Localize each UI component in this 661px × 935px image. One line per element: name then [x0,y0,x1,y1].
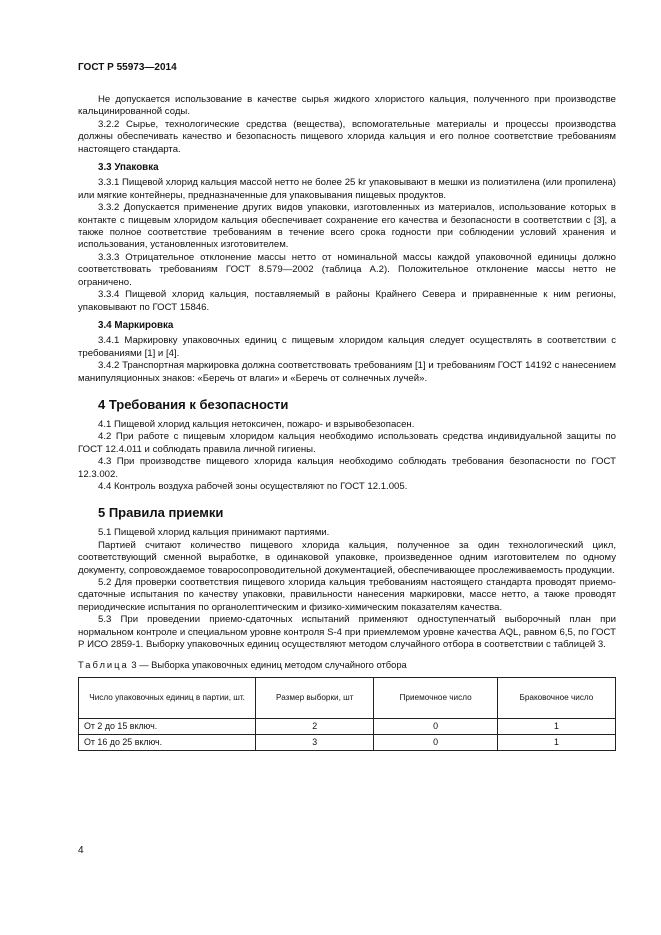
paragraph: 3.3.2 Допускается применение других видов упаковки, изготовленных из материалов, использование которых в контакте с пищевым хлоридом кальция обеспечивает сохранение его качества и безопасности в соответствии с [3], а также полное соответствие требованиям в течение всего срока годности при соблюдении условий хранения и использования, установленных изготовителем. [78,202,616,251]
paragraph: 4.4 Контроль воздуха рабочей зоны осуществляют по ГОСТ 12.1.005. [98,480,408,492]
table-header-row [79,677,616,718]
table-header-cell: Браковочное число [497,677,615,718]
sample-table [78,677,616,751]
document-body [78,94,616,751]
document-code: ГОСТ Р 55973—2014 [78,62,177,73]
table-cell: 0 [374,718,498,734]
paragraph: 4.3 При производстве пищевого хлорида кальция необходимо соблюдать требования безопасности по ГОСТ 12.3.002. [78,456,616,480]
table-cell: 1 [497,734,615,750]
paragraph: 3.3.3 Отрицательное отклонение массы нетто от номинальной массы каждой упаковочной единицы должно соответствовать требованиям ГОСТ 8.579—2002 (таблица А.2). Положительное отклонение массы нетто не ограничено. [78,251,616,288]
paragraph: 3.4.1 Маркировку упаковочных единиц с пищевым хлоридом кальция следует осуществлять в соответствии с требованиями [1] и [4]. [78,335,616,359]
page-number: 4 [78,845,84,856]
paragraph: 3.4.2 Транспортная маркировка должна соответствовать требованиям [1] и требованиям ГОСТ 14192 с нанесением манипуляционных знаков: «Беречь от влаги» и «Беречь от солнечных лучей». [78,360,616,384]
paragraph: 3.2.2 Сырье, технологические средства (вещества), вспомогательные материалы и процессы производства должны обеспечивать качество и безопасность пищевого хлорида кальция и его полное соответствие требованиям настоящего стандарта. [78,118,616,155]
table-header-cell: Приемочное число [374,677,498,718]
paragraph: 5.1 Пищевой хлорид кальция принимают партиями. [98,527,330,539]
paragraph: Не допускается использование в качестве сырья жидкого хлористого кальция, полученного при производстве кальцинированной соды. [78,94,616,118]
paragraph: Партией считают количество пищевого хлорида кальция, полученное за один технологический цикл, соответствующий сменной выработке, в одинаковой упаковке, произведенное одним изготовителем по одному документу, сопровождаемое товаросопроводительной документацией, обеспечивающее прослеживаемость продукции. [78,539,616,576]
paragraph: 4.1 Пищевой хлорид кальция нетоксичен, пожаро- и взрывобезопасен. [98,418,415,430]
subsection-heading: 3.3 Упаковка [98,162,159,174]
table-cell: 3 [256,734,374,750]
paragraph: 3.3.4 Пищевой хлорид кальция, поставляемый в районы Крайнего Севера и приравненные к ним регионы, упаковывают по ГОСТ 15846. [78,289,616,313]
table-cell: 0 [374,734,498,750]
table-caption-text: 3 — Выборка упаковочных единиц методом случайного отбора [128,659,407,671]
section-heading: 4 Требования к безопасности [98,396,289,412]
table-header-cell: Число упаковочных единиц в партии, шт. [79,677,256,718]
table-caption-word: Таблица [78,659,129,671]
table-cell: 2 [256,718,374,734]
section-heading: 5 Правила приемки [98,505,224,521]
table-row [79,718,616,734]
subsection-heading: 3.4 Маркировка [98,319,174,331]
paragraph: 5.3 При проведении приемо-сдаточных испытаний применяют одноступенчатый выборочный план при нормальном контроле и специальном уровне контроля S-4 при приемлемом уровне качества AQL, равном 6,5, по ГОСТ Р ИСО 2859-1. Выборку упаковочных единиц осуществляют методом случайного отбора в соответствии с таблицей 3. [78,614,616,651]
table-cell: От 2 до 15 включ. [79,718,256,734]
paragraph: 4.2 При работе с пищевым хлоридом кальция необходимо использовать средства индивидуальной защиты по ГОСТ 12.4.011 и соблюдать правила личной гигиены. [78,431,616,455]
paragraph: 3.3.1 Пищевой хлорид кальция массой нетто не более 25 kг упаковывают в мешки из полиэтилена (или пропилена) или мягкие контейнеры, предназначенные для упаковывания пищевых продуктов. [78,177,616,201]
table-caption [78,659,616,671]
table-row [79,734,616,750]
table-cell: От 16 до 25 включ. [79,734,256,750]
table-cell: 1 [497,718,615,734]
table-header-cell: Размер выборки, шт [256,677,374,718]
paragraph: 5.2 Для проверки соответствия пищевого хлорида кальция требованиям настоящего стандарта проводят приемо-сдаточные испытания по качеству упаковки, правильности нанесения маркировки, массе нетто, а также проводят периодические испытания по органолептическим и физико-химическим показателям качества. [78,577,616,613]
